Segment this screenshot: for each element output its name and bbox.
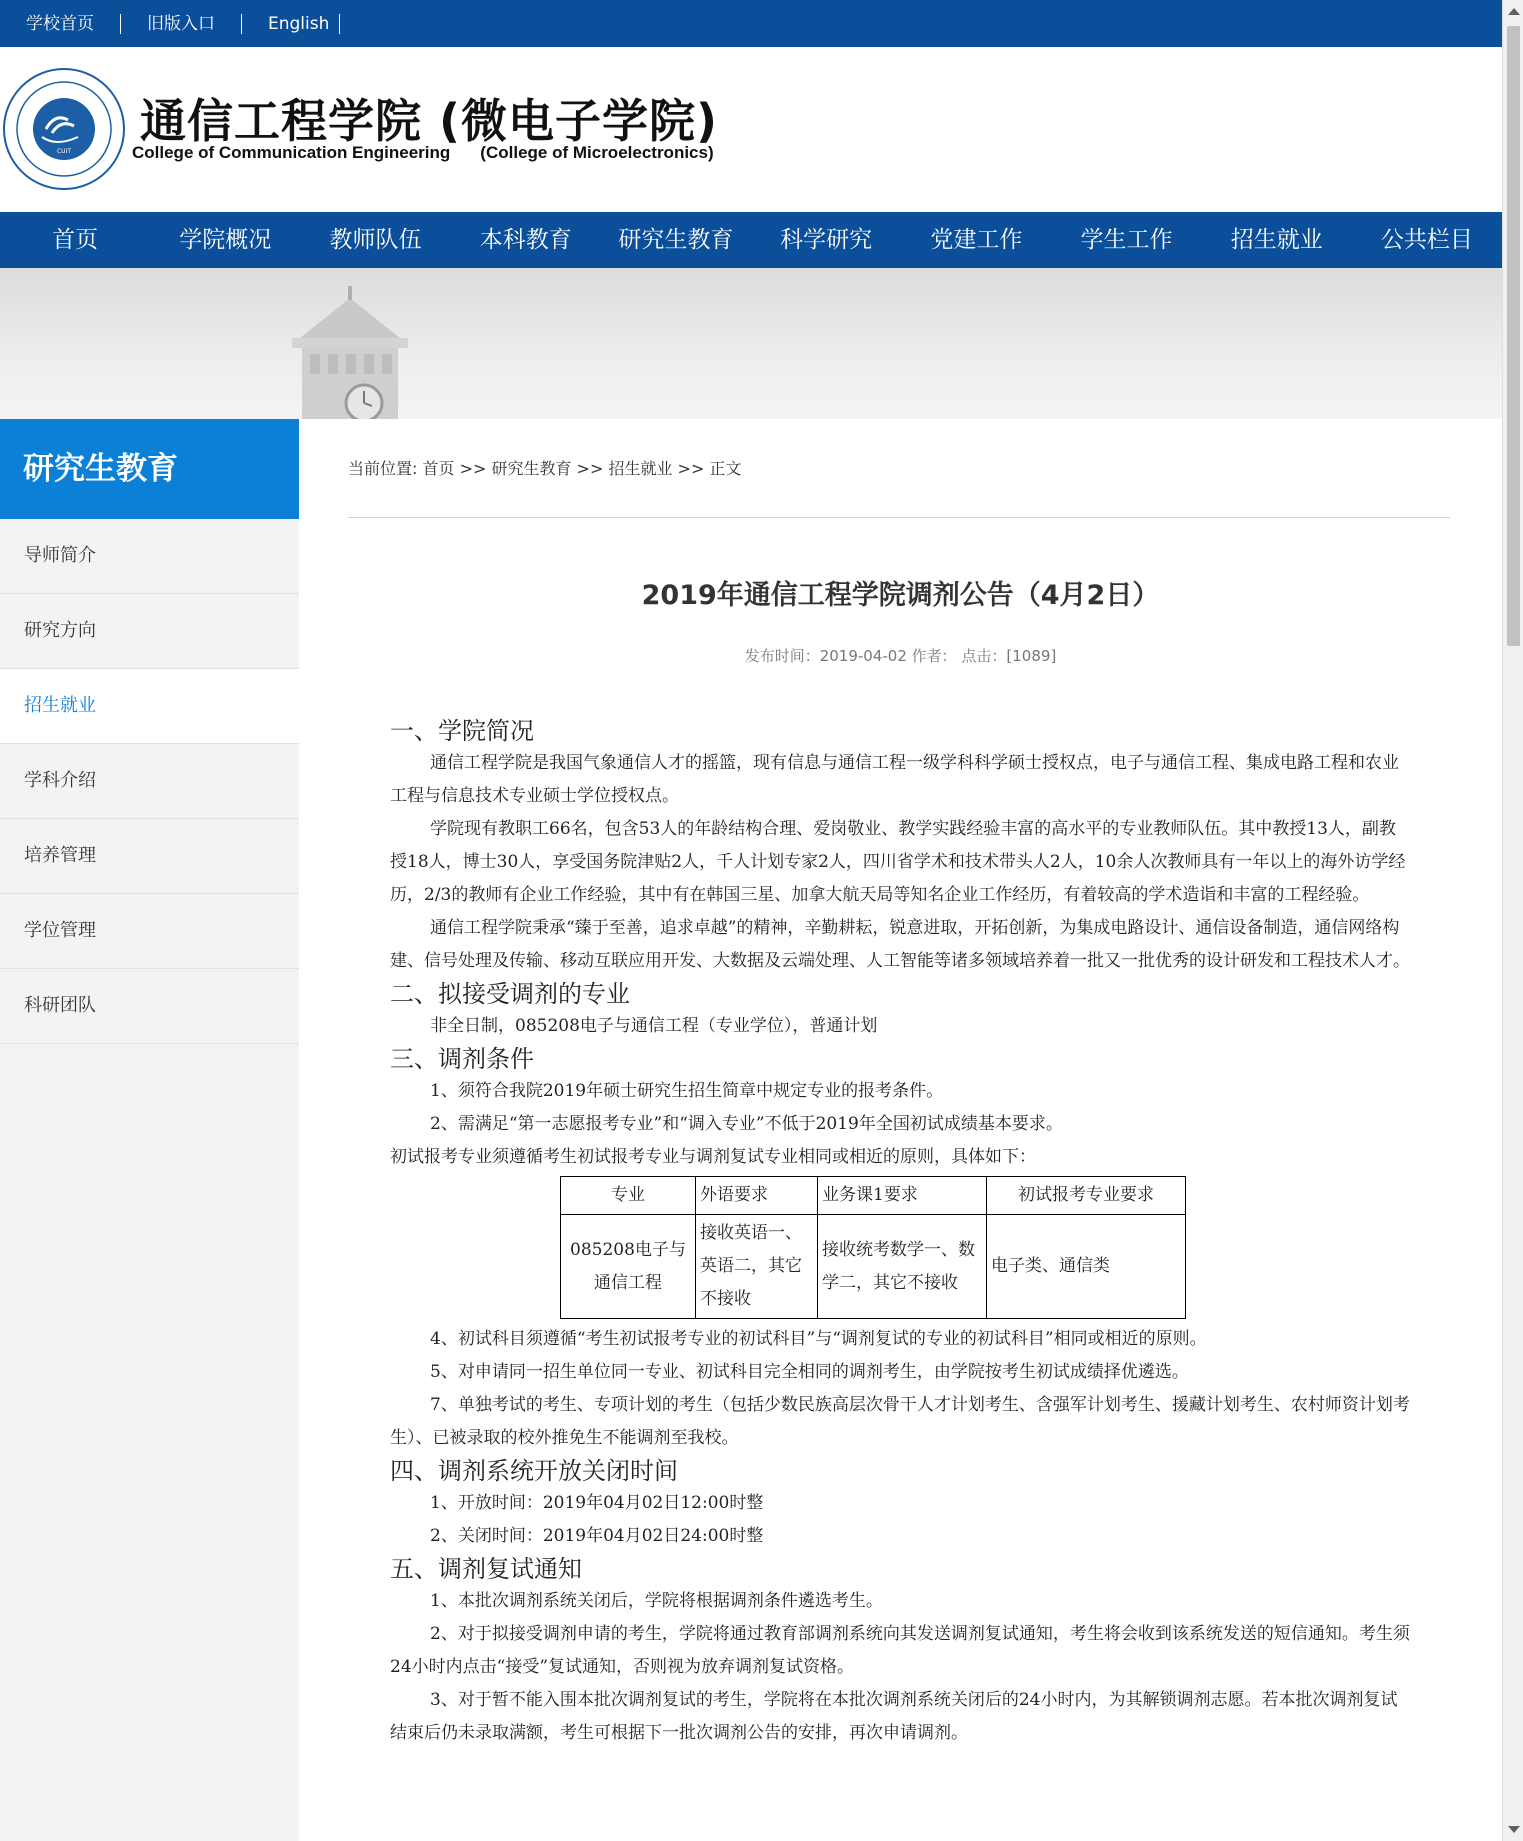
nav-undergraduate[interactable]: 本科教育 (479, 227, 572, 253)
sidebar-item-teams[interactable]: 科研团队 (0, 969, 299, 1044)
section-heading: 四、调剂系统开放关闭时间 (390, 1457, 678, 1485)
college-title-en-main: College of Communication Engineering (132, 143, 451, 162)
adjustment-table (560, 1176, 1186, 1319)
nav-party[interactable]: 党建工作 (930, 227, 1023, 253)
college-title-cn: 通信工程学院 (微电子学院) (140, 94, 719, 148)
table-cell: 085208电子与通信工程 (561, 1215, 696, 1319)
college-title-en-sub: (College of Microelectronics) (480, 143, 714, 162)
sidebar-title: 研究生教育 (0, 419, 299, 519)
breadcrumb[interactable]: 当前位置: 首页 >> 研究生教育 >> 招生就业 >> 正文 (348, 459, 742, 478)
paragraph: 2、需满足“第一志愿报考专业”和“调入专业”不低于2019年全国初试成绩基本要求。 (430, 1114, 1063, 1134)
nav-about[interactable]: 学院概况 (179, 227, 272, 253)
paragraph: 2、对于拟接受调剂申请的考生，学院将通过教育部调剂系统向其发送调剂复试通知，考生将会收到该系统发送的短信通知。考生须24小时内点击“接受”复试通知，否则视为放弃调剂复试资格。 (390, 1624, 1410, 1677)
nav-home[interactable]: 首页 (52, 227, 99, 253)
section-heading: 二、拟接受调剂的专业 (390, 980, 630, 1008)
scroll-up-arrow-icon[interactable] (1508, 8, 1520, 15)
article-body (390, 715, 1410, 1750)
scroll-down-arrow-icon[interactable] (1508, 1826, 1520, 1833)
section-heading: 三、调剂条件 (390, 1045, 534, 1073)
table-header-cell: 业务课1要求 (818, 1177, 987, 1215)
breadcrumb-divider (348, 517, 1450, 518)
table-cell: 接收英语一、英语二，其它不接收 (696, 1215, 818, 1319)
page-scrollbar[interactable] (1502, 0, 1523, 1841)
sidebar-item-admissions[interactable]: 招生就业 (0, 669, 299, 744)
paragraph: 2、关闭时间：2019年04月02日24:00时整 (430, 1526, 764, 1546)
sidebar-item-degree[interactable]: 学位管理 (0, 894, 299, 969)
section-heading: 五、调剂复试通知 (390, 1555, 582, 1583)
sidebar-item-advisors[interactable]: 导师简介 (0, 519, 299, 594)
sidebar-item-disciplines[interactable]: 学科介绍 (0, 744, 299, 819)
college-title-en (132, 143, 714, 163)
clock-tower-banner-image (0, 268, 1502, 419)
paragraph: 7、单独考试的考生、专项计划的考生（包括少数民族高层次骨干人才计划考生、含强军计划考生、援藏计划考生、农村师资计划考生）、已被录取的校外推免生不能调剂至我校。 (390, 1395, 1410, 1448)
nav-faculty[interactable]: 教师队伍 (329, 227, 422, 253)
main-nav (0, 212, 1502, 268)
table-header-cell: 初试报考专业要求 (987, 1177, 1186, 1215)
paragraph: 1、须符合我院2019年硕士研究生招生简章中规定专业的报考条件。 (430, 1081, 944, 1101)
scrollbar-thumb[interactable] (1507, 26, 1520, 646)
paragraph: 非全日制，085208电子与通信工程（专业学位），普通计划 (430, 1016, 878, 1036)
svg-text:CUIT: CUIT (56, 148, 72, 155)
top-utility-bar (0, 0, 1502, 47)
table-header-cell: 外语要求 (696, 1177, 818, 1215)
article-meta: 发布时间：2019-04-02 作者： 点击：[1089] (744, 647, 1057, 665)
page-banner (0, 268, 1502, 419)
nav-students[interactable]: 学生工作 (1080, 227, 1173, 253)
sidebar-item-training[interactable]: 培养管理 (0, 819, 299, 894)
top-link-english[interactable]: English (242, 14, 340, 34)
college-logo-icon[interactable] (2, 67, 126, 191)
nav-graduate[interactable]: 研究生教育 (618, 227, 734, 253)
paragraph: 学院现有教职工66名，包含53人的年龄结构合理、爱岗敬业、教学实践经验丰富的高水平的专业教师队伍。其中教授13人，副教授18人，博士30人，享受国务院津贴2人，千人计划专家2人，四川省学术和技术带头人2人，10余人次教师具有一年以上的海外访学经历，2/3的教师有企业工作经验，其中有在韩国三星、加拿大航天局等知名企业工作经历，有着较高的学术造诣和丰富的工程经验。 (390, 819, 1406, 905)
top-link-school-home[interactable]: 学校首页 (0, 14, 121, 34)
paragraph: 初试报考专业须遵循考生初试报考专业与调剂复试专业相同或相近的原则，具体如下： (390, 1147, 1036, 1167)
paragraph: 通信工程学院秉承“臻于至善，追求卓越”的精神，辛勤耕耘，锐意进取，开拓创新，为集成电路设计、通信设备制造，通信网络构建、信号处理及传输、移动互联应用开发、大数据及云端处理、人工智能等诸多领域培养着一批又一批优秀的设计研发和工程技术人才。 (390, 918, 1410, 971)
table-cell: 接收统考数学一、数学二，其它不接收 (818, 1215, 987, 1319)
paragraph: 4、初试科目须遵循“考生初试报考专业的初试科目”与“调剂复试的专业的初试科目”相同或相近的原则。 (430, 1329, 1207, 1349)
paragraph: 5、对申请同一招生单位同一专业、初试科目完全相同的调剂考生，由学院按考生初试成绩择优遴选。 (430, 1362, 1189, 1382)
paragraph: 1、本批次调剂系统关闭后，学院将根据调剂条件遴选考生。 (430, 1591, 883, 1611)
article-title: 2019年通信工程学院调剂公告（4月2日） (641, 580, 1160, 611)
top-link-old-version[interactable]: 旧版入口 (121, 14, 242, 34)
paragraph: 通信工程学院是我国气象通信人才的摇篮，现有信息与通信工程一级学科科学硕士授权点，电子与通信工程、集成电路工程和农业工程与信息技术专业硕士学位授权点。 (390, 753, 1399, 806)
section-heading: 一、学院简况 (390, 717, 534, 745)
table-row (561, 1215, 1186, 1319)
table-header-cell: 专业 (561, 1177, 696, 1215)
paragraph: 1、开放时间：2019年04月02日12:00时整 (430, 1493, 764, 1513)
sidebar-item-research-directions[interactable]: 研究方向 (0, 594, 299, 669)
table-cell: 电子类、通信类 (987, 1215, 1186, 1319)
nav-admissions[interactable]: 招生就业 (1230, 227, 1323, 253)
paragraph: 3、对于暂不能入围本批次调剂复试的考生，学院将在本批次调剂系统关闭后的24小时内，为其解锁调剂志愿。若本批次调剂复试结束后仍未录取满额，考生可根据下一批次调剂公告的安排，再次申请调剂。 (390, 1690, 1398, 1743)
site-header (0, 47, 1502, 212)
sidebar (0, 419, 299, 1841)
nav-research[interactable]: 科学研究 (780, 227, 873, 253)
table-header-row (561, 1177, 1186, 1215)
nav-public[interactable]: 公共栏目 (1380, 227, 1473, 253)
